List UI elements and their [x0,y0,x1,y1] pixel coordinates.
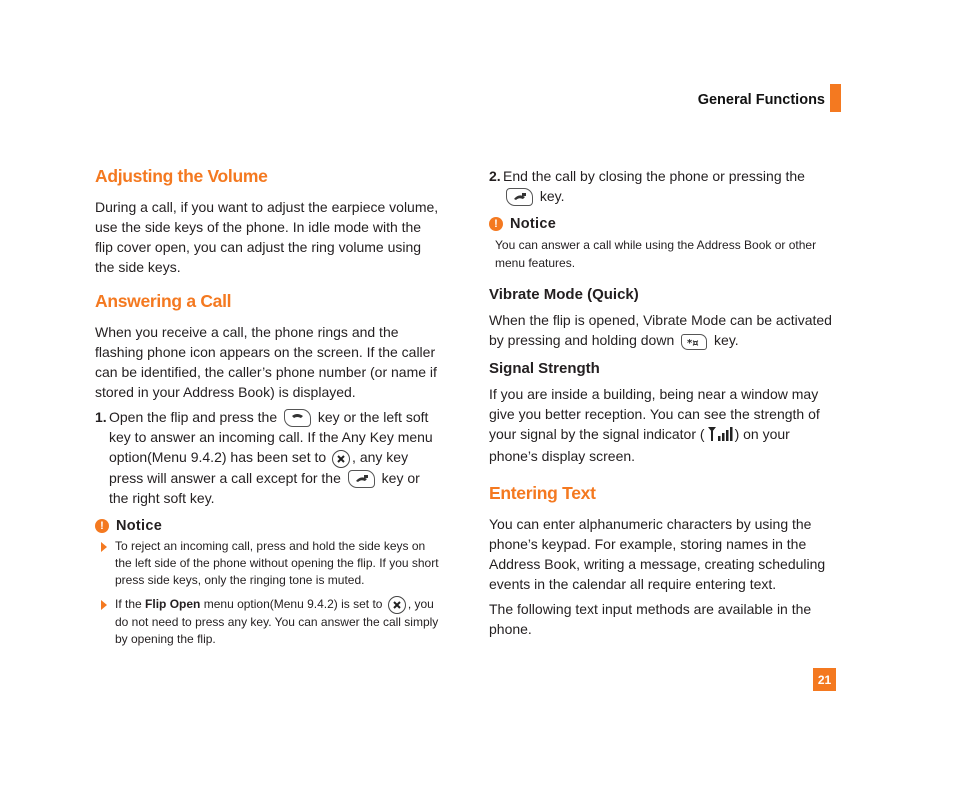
notice-header [489,216,839,232]
step1-text-c: , any key press will answer a call except for the [109,449,409,486]
bullet-arrow-icon [101,542,107,552]
exclamation-icon: ! [489,217,503,231]
signal-paragraph [489,384,839,466]
step1-text-a: Open the flip and press the [109,409,278,425]
signal-strength-icon [707,425,733,446]
end-key-icon [348,470,375,488]
notice-bullet-2 [95,596,440,648]
heading-adjusting-volume: Adjusting the Volume [95,166,268,186]
entering-paragraph-2: The following text input methods are available in the phone. [489,601,812,638]
step-number: 1. [95,409,107,425]
cancel-key-icon [332,450,350,468]
notice-bullet-2-post: , you do not need to press any key. You can answer the call simply by opening the flip. [115,597,439,646]
exclamation-icon: ! [95,519,109,533]
signal-text-b: ) on your phone’s display screen. [489,426,790,465]
send-key-icon [284,409,311,427]
end-key-icon [506,188,533,206]
notice-label: Notice [116,517,163,534]
step1-text-b: key or the left soft key to answer an incoming call. If the Any Key menu option(Menu 9.4.2) has been set to [109,409,433,466]
answer-step-1 [95,407,440,508]
heading-entering-text: Entering Text [489,483,596,504]
notice-label: Notice [510,216,557,233]
vibrate-text-b: key. [714,332,739,349]
notice-bullet-2-mid: menu option(Menu 9.4.2) is set to [203,597,383,612]
star-key-icon [681,334,707,350]
step2-text-b: key. [539,188,565,204]
section-header-title: General Functions [697,92,825,108]
heading-vibrate-mode: Vibrate Mode (Quick) [489,286,639,304]
step2-text-a: End the call by closing the phone or pressing the [503,168,805,184]
left-column [95,166,440,655]
step-number: 2. [489,168,501,184]
notice-bullet-1 [95,538,440,589]
bullet-arrow-icon [101,600,107,610]
vibrate-paragraph [489,310,839,350]
cancel-key-icon [388,596,406,614]
answer-step-2 [489,166,839,206]
notice-header [95,518,440,534]
step1-text-d: key or the right soft key. [109,469,420,506]
notice-text: You can answer a call while using the Address Book or other menu features. [495,238,817,271]
header-accent-bar [830,84,841,112]
signal-text-a: If you are inside a building, being near a window may give you better reception. You can see the strength of your signal by the signal indicator ( [489,386,820,443]
entering-paragraph-1: You can enter alphanumeric characters by using the phone’s keypad. For example, storing names in the Address Book, writing a message, creating scheduling events in the calendar all require entering text. [489,516,826,593]
notice-bullet-1-text: To reject an incoming call, press and hold the side keys on the left side of the phone without opening the flip. If you short press side keys, only the ringing tone is muted. [115,538,439,587]
right-column [489,166,839,639]
vibrate-text-a: When the flip is opened, Vibrate Mode can be activated by pressing and holding down [489,312,832,349]
svg-text:*¤: *¤ [687,337,699,349]
volume-paragraph: During a call, if you want to adjust the earpiece volume, use the side keys of the phone. In idle mode with the flip cover open, you can adjust the ring volume using the side keys. [95,199,439,275]
notice-bullet-2-pre: If the [115,597,142,612]
notice-bullet-2-bold: Flip Open [145,597,201,612]
answering-paragraph: When you receive a call, the phone rings and the flashing phone icon appears on the screen. If the caller can be identified, the caller’s phone number (or name if stored in your Address Book) is displayed. [95,324,437,400]
page-number: 21 [813,668,836,691]
heading-signal-strength: Signal Strength [489,360,600,378]
heading-answering-call: Answering a Call [95,291,232,311]
